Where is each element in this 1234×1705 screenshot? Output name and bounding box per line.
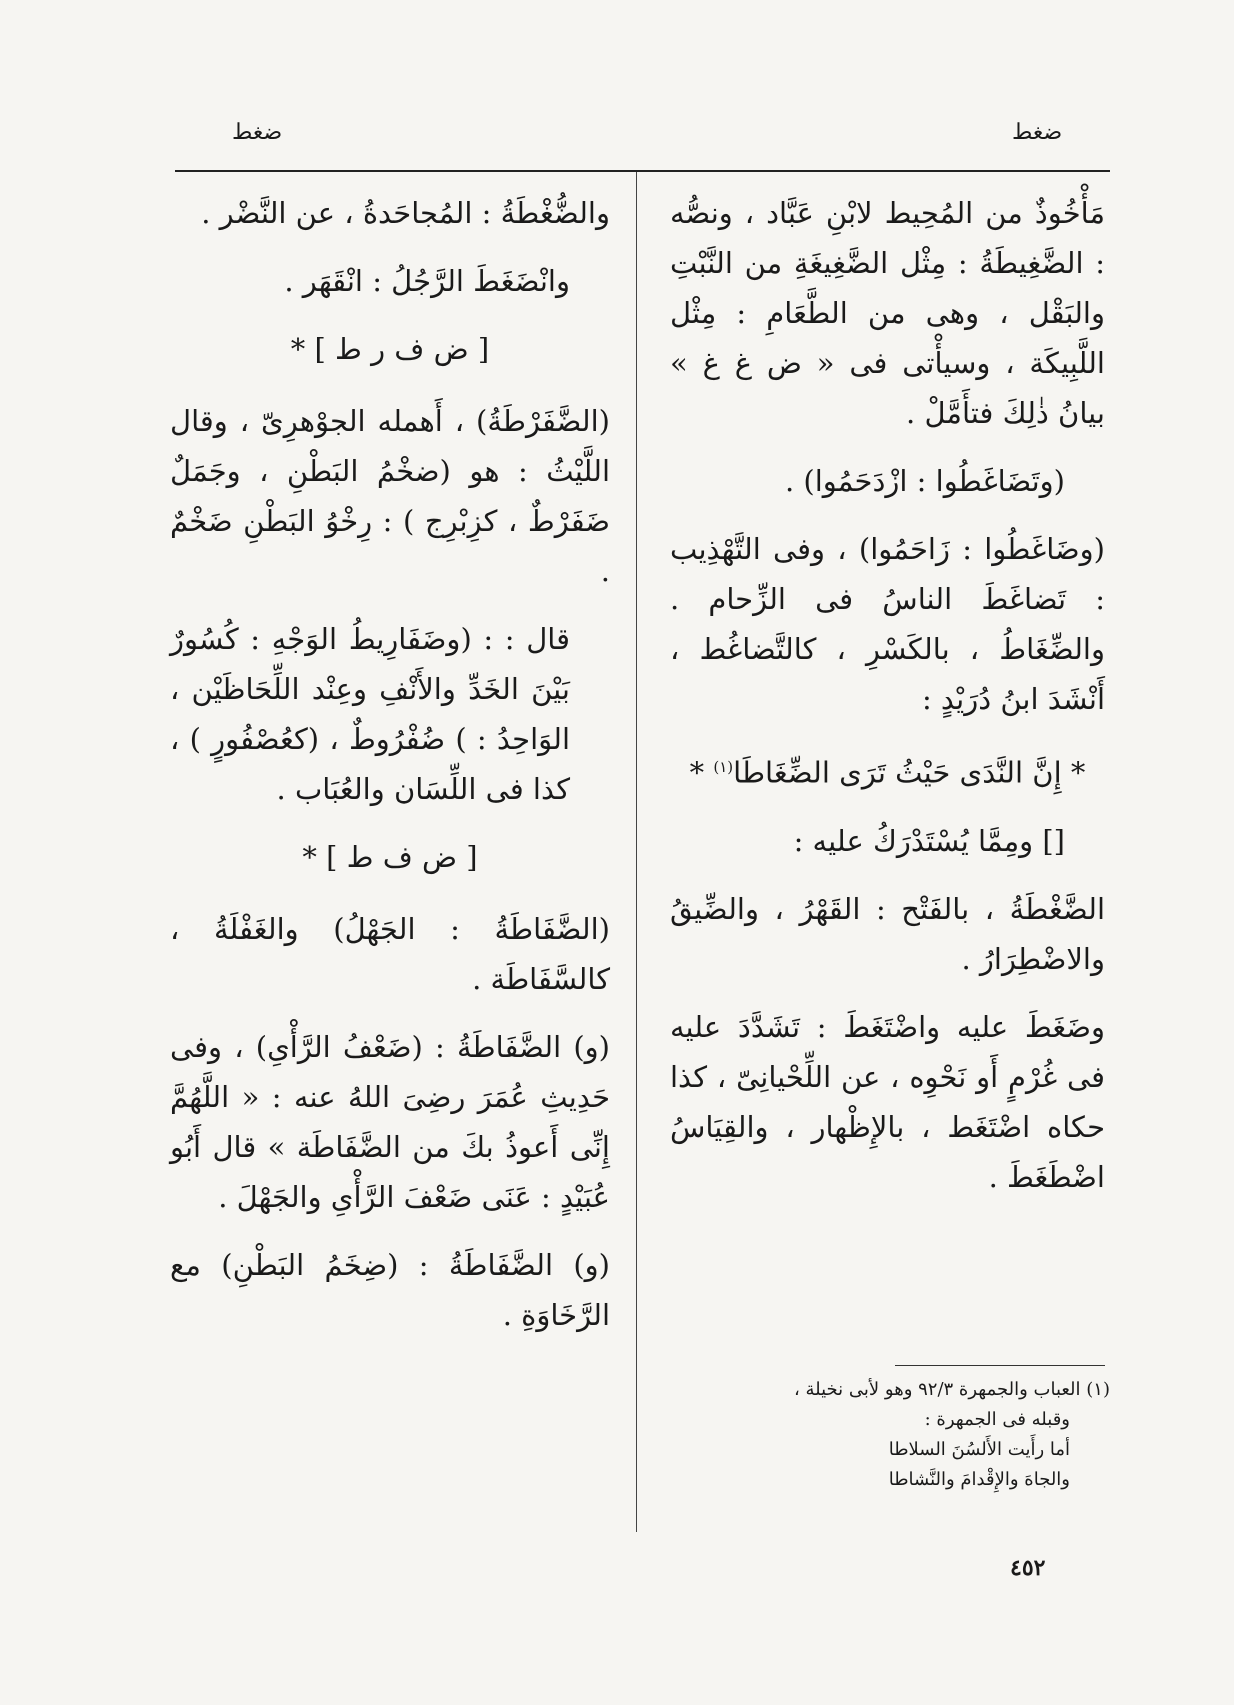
paragraph: وضَغَطَ عليه واضْتَغَطَ : تَشَدَّدَ عليه فى غُرْمٍ أَو نَحْوِه ، عن اللِّحْيانِىّ ، كذا حكاه اضْتَغَط ، بالإِظْهار ، والقِيَاسُ اضْطَغَطَ .	[670, 1009, 1105, 1194]
paragraph: مَأْخُوذٌ من المُحِيط لابْنِ عَبَّاد ، ونصُّه : الضَّغِيطَةُ : مِثْل الضَّغِيغَةِ من النَّبْتِ والبَقْل ، وهى من الطَّعَامِ : مِثْل اللَّبِيكَة ، وسيأْتى فى « ض غ غ » بيانُ ذٰلِكَ فتأَمَّلْ .	[670, 196, 1105, 430]
footnote	[670, 1375, 1110, 1495]
footnote-line: والجاهَ والإِقْدامَ والنَّشاطا	[888, 1469, 1070, 1490]
paragraph: (الضَّفَرْطَةُ) ، أَهمله الجوْهرِىّ ، وقال اللَّيْثُ : هو (ضخْمُ البَطْنِ ، وجَمَلٌ ضَفَرْطٌ ، كزِبْرِج ) : رِخْوُ البَطْنِ ضَخْمٌ .	[170, 404, 610, 588]
page-number: ٤٥٢	[1010, 1555, 1046, 1581]
right-column	[670, 188, 1105, 1220]
paragraph: (و) الضَّفَاطَةُ : (ضِخَمُ البَطْنِ) مع الرَّخَاوَةِ .	[170, 1248, 610, 1332]
entry-heading: [ ض ف ط ] *	[302, 840, 478, 874]
left-column	[170, 188, 610, 1358]
paragraph: [] ومِمَّا يُسْتَدْرَكُ عليه :	[793, 823, 1065, 858]
paragraph: قال : : (وضَفَارِيطُ الوَجْهِ : كُسُورٌ بَيْنَ الخَدِّ والأَنْفِ وعِنْد اللِّحَاظَيْن ، الوَاحِدُ : ) ضُفْرُوطٌ ، (كعُصْفُورٍ ) ، كذا فى اللِّسَان والعُبَاب .	[170, 622, 570, 806]
verse-text: * إِنَّ النَّدَى حَيْثُ تَرَى الضِّغَاطَا	[733, 755, 1086, 790]
paragraph: الضَّغْطَةُ ، بالفَتْح : القَهْرُ ، والضِّيقُ والاضْطِرَارُ .	[670, 891, 1105, 976]
paragraph: (الضَّفَاطَةُ : الجَهْلُ) والغَفْلَةُ ، كالسَّفَاطَة .	[170, 912, 610, 996]
paragraph: (و) الضَّفَاطَةُ : (ضَعْفُ الرَّأْىِ) ، وفى حَدِيثِ عُمَرَ رضِىَ اللهُ عنه : « اللَّهُمَّ إِنِّى أَعوذُ بكَ من الضَّفَاطَة » قال أَبُو عُبَيْدٍ : عَنَى ضَعْفَ الرَّأْىِ والجَهْلَ .	[170, 1030, 610, 1214]
paragraph: وانْضَغَطَ الرَّجُلُ : انْقَهَر .	[284, 264, 570, 298]
paragraph: (وتَضَاغَطُوا : ازْدَحَمُوا) .	[784, 464, 1065, 498]
verse-line	[670, 742, 1105, 798]
column-divider	[636, 172, 637, 1532]
footnote-line: وقبله فى الجمهرة :	[924, 1409, 1070, 1430]
running-head-left: ضغط	[232, 120, 283, 145]
footnote-marker: (١)	[713, 758, 734, 776]
paragraph: (وضَاغَطُوا : زَاحَمُوا) ، وفى التَّهْذِيب : تَضاغَطَ الناسُ فى الزِّحام . والضِّغَاطُ ، بالكَسْرِ ، كالتَّضاغُط ، أَنْشَدَ ابنُ دُرَيْدٍ :	[670, 532, 1105, 716]
running-head-right: ضغط	[1012, 120, 1063, 145]
footnote-line: أما رأَيت الأَلسُنَ السلاطا	[888, 1439, 1070, 1460]
footnote-line: (١) العباب والجمهرة ٩٢/٣ وهو لأبى نخيلة ،	[793, 1379, 1110, 1400]
entry-heading: [ ض ف ر ط ] *	[290, 332, 490, 366]
footnote-rule	[895, 1365, 1105, 1366]
paragraph: والضُّغْطَةُ : المُجاحَدةُ ، عن النَّضْر .	[201, 196, 610, 230]
verse-star: *	[689, 755, 705, 790]
header-rule	[175, 170, 1110, 172]
